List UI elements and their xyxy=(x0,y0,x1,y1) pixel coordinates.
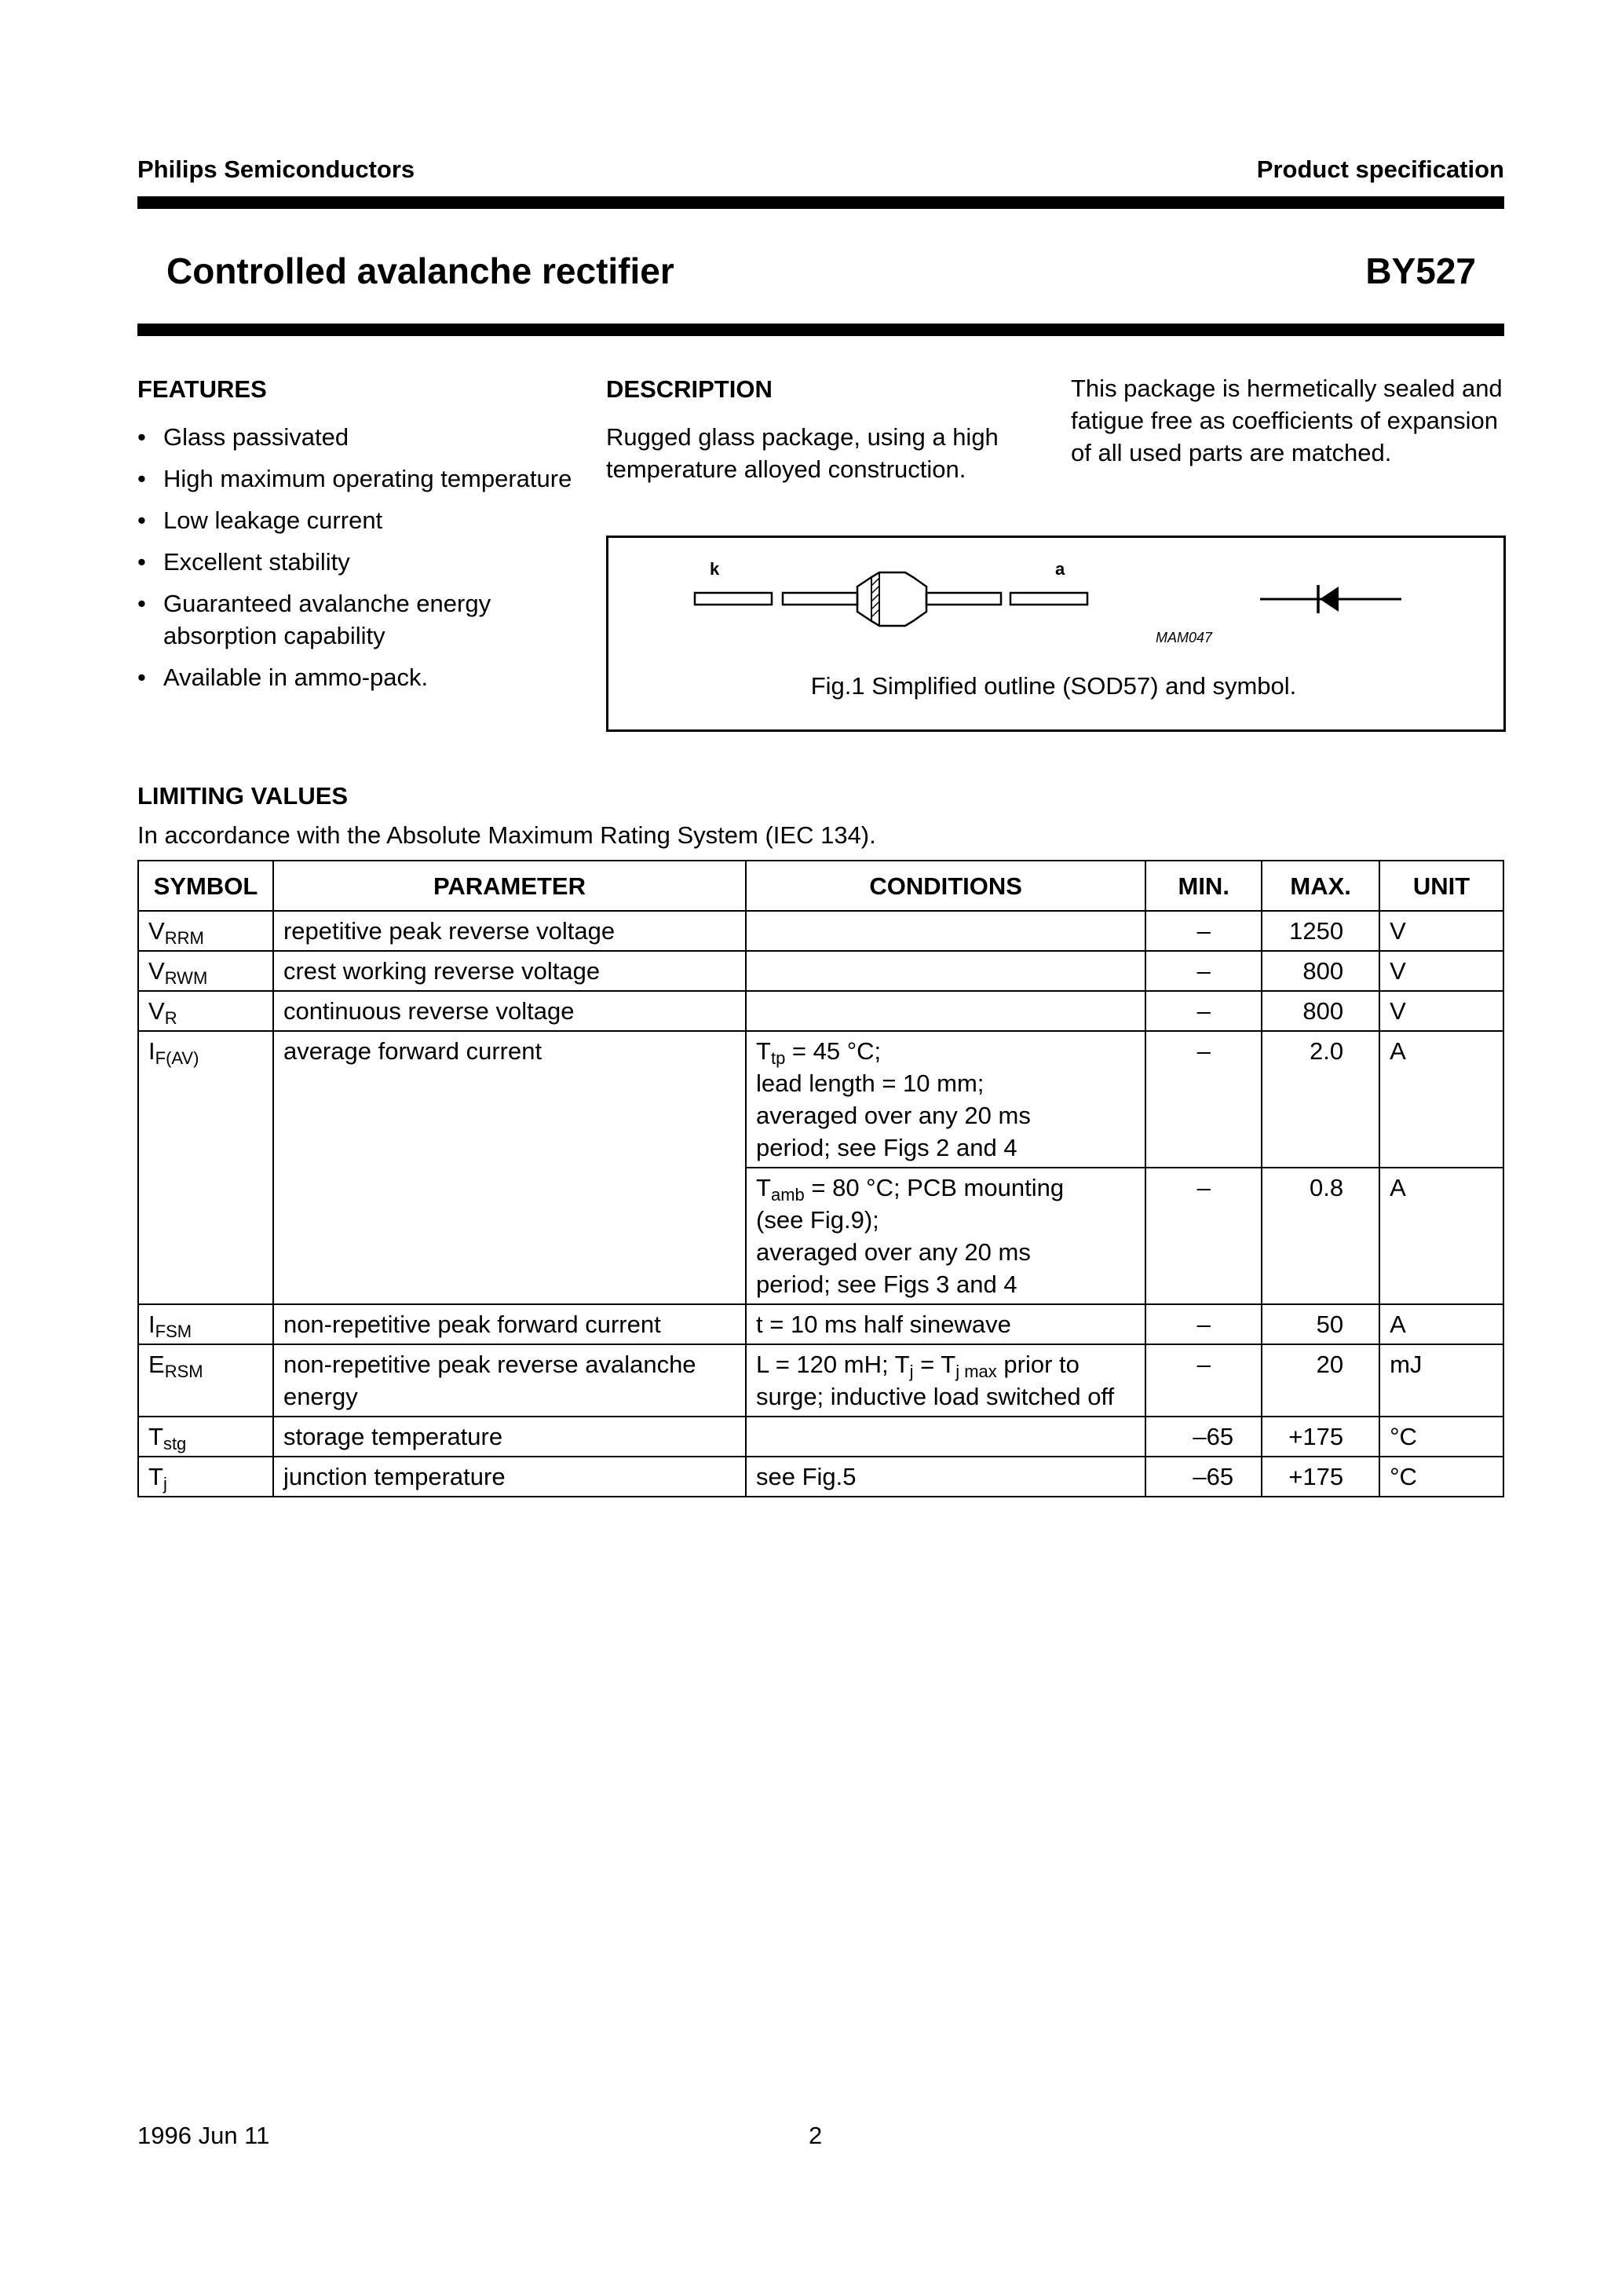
title-rule xyxy=(137,324,1504,336)
conditions-cell xyxy=(746,1417,1145,1457)
list-item: • Low leakage current xyxy=(137,506,383,534)
max-cell: 20 xyxy=(1262,1344,1379,1417)
table-row xyxy=(138,1417,1503,1457)
max-cell: 800 xyxy=(1262,951,1379,991)
list-item: • High maximum operating temperature xyxy=(137,465,572,492)
conditions-cell xyxy=(746,911,1145,951)
min-cell: – xyxy=(1145,911,1262,951)
min-cell: – xyxy=(1145,991,1262,1031)
list-item: • Excellent stability xyxy=(137,548,350,576)
table-header-row xyxy=(138,861,1503,911)
symbol-cell: $I_{F(AV)}$ xyxy=(138,1031,273,1304)
column-header: SYMBOL xyxy=(138,861,273,911)
table-row xyxy=(138,1304,1503,1344)
features-list xyxy=(137,421,577,703)
features-heading: FEATURES xyxy=(137,375,267,403)
table-row xyxy=(138,991,1503,1031)
parameter-cell: storage temperature xyxy=(273,1417,746,1457)
unit-cell: °C xyxy=(1379,1457,1503,1497)
anode-label: a xyxy=(1055,559,1065,579)
page-number: 2 xyxy=(809,2122,823,2149)
list-item: • Glass passivated xyxy=(137,423,349,451)
min-cell: –65 xyxy=(1145,1457,1262,1497)
description-text-2: This package is hermetically sealed and fatigue free as coefficients of expansion of all used parts are matched. xyxy=(1071,375,1503,466)
symbol-cell: $V_{RRM}$ xyxy=(138,911,273,951)
header-rule xyxy=(137,196,1504,209)
company-name: Philips Semiconductors xyxy=(137,155,415,183)
max-cell: 1250 xyxy=(1262,911,1379,951)
column-header: UNIT xyxy=(1379,861,1503,911)
limiting-values-table xyxy=(137,860,1504,1497)
unit-cell: V xyxy=(1379,991,1503,1031)
figure-caption: Fig.1 Simplified outline (SOD57) and symbol. xyxy=(810,672,1297,700)
column-header: MAX. xyxy=(1262,861,1379,911)
table-row xyxy=(138,1457,1503,1497)
conditions-cell: L = 120 mH; $T_j = T_{j max}$ prior to surge; inductive load switched off xyxy=(746,1344,1145,1417)
min-cell: – xyxy=(1145,1168,1262,1304)
symbol-cell: $V_R$ xyxy=(138,991,273,1031)
min-cell: – xyxy=(1145,1031,1262,1168)
table-row xyxy=(138,1031,1503,1168)
conditions-cell xyxy=(746,991,1145,1031)
unit-cell: V xyxy=(1379,911,1503,951)
column-header: MIN. xyxy=(1145,861,1262,911)
unit-cell: A xyxy=(1379,1168,1503,1304)
table-row xyxy=(138,911,1503,951)
symbol-cell: $E_{RSM}$ xyxy=(138,1344,273,1417)
footer-date: 1996 Jun 11 xyxy=(137,2122,270,2149)
part-number: BY527 xyxy=(1365,250,1476,291)
list-item: • Available in ammo-pack. xyxy=(137,664,429,691)
unit-cell: °C xyxy=(1379,1417,1503,1457)
table-row xyxy=(138,951,1503,991)
description-text: Rugged glass package, using a high temperature alloyed construction. xyxy=(606,423,999,483)
parameter-cell: repetitive peak reverse voltage xyxy=(273,911,746,951)
max-cell: 50 xyxy=(1262,1304,1379,1344)
conditions-cell: $T_{tp} = 45$ °C; lead length = 10 mm; averaged over any 20 ms period; see Figs 2 and 4 xyxy=(746,1031,1145,1168)
page-title: Controlled avalanche rectifier xyxy=(166,250,674,291)
parameter-cell: non-repetitive peak reverse avalanche energy xyxy=(273,1344,746,1417)
min-cell: –65 xyxy=(1145,1417,1262,1457)
parameter-cell: junction temperature xyxy=(273,1457,746,1497)
symbol-cell: $T_j$ xyxy=(138,1457,273,1497)
figure-ref: MAM047 xyxy=(1156,630,1213,645)
description-heading: DESCRIPTION xyxy=(606,375,773,403)
limiting-subtitle: In accordance with the Absolute Maximum Rating System (IEC 134). xyxy=(137,821,876,849)
unit-cell: mJ xyxy=(1379,1344,1503,1417)
conditions-cell: t = 10 ms half sinewave xyxy=(746,1304,1145,1344)
unit-cell: A xyxy=(1379,1031,1503,1168)
list-item: • Guaranteed avalanche energy absorption capability xyxy=(137,590,491,649)
min-cell: – xyxy=(1145,1344,1262,1417)
max-cell: 2.0 xyxy=(1262,1031,1379,1168)
column-header: PARAMETER xyxy=(273,861,746,911)
symbol-cell: $T_{stg}$ xyxy=(138,1417,273,1457)
parameter-cell: average forward current xyxy=(273,1031,746,1304)
symbol-cell: $I_{FSM}$ xyxy=(138,1304,273,1344)
conditions-cell: $T_{amb} = 80$ °C; PCB mounting (see Fig.9); averaged over any 20 ms period; see Figs 3 and 4 xyxy=(746,1168,1145,1304)
parameter-cell: continuous reverse voltage xyxy=(273,991,746,1031)
unit-cell: A xyxy=(1379,1304,1503,1344)
conditions-cell xyxy=(746,951,1145,991)
min-cell: – xyxy=(1145,1304,1262,1344)
symbol-cell: $V_{RWM}$ xyxy=(138,951,273,991)
cathode-label: k xyxy=(710,559,720,579)
min-cell: – xyxy=(1145,951,1262,991)
document-type: Product specification xyxy=(1256,155,1504,183)
column-header: CONDITIONS xyxy=(746,861,1145,911)
conditions-cell: see Fig.5 xyxy=(746,1457,1145,1497)
max-cell: +175 xyxy=(1262,1417,1379,1457)
parameter-cell: crest working reverse voltage xyxy=(273,951,746,991)
table-row xyxy=(138,1344,1503,1417)
max-cell: 800 xyxy=(1262,991,1379,1031)
max-cell: 0.8 xyxy=(1262,1168,1379,1304)
max-cell: +175 xyxy=(1262,1457,1379,1497)
limiting-heading: LIMITING VALUES xyxy=(137,782,349,810)
parameter-cell: non-repetitive peak forward current xyxy=(273,1304,746,1344)
unit-cell: V xyxy=(1379,951,1503,991)
